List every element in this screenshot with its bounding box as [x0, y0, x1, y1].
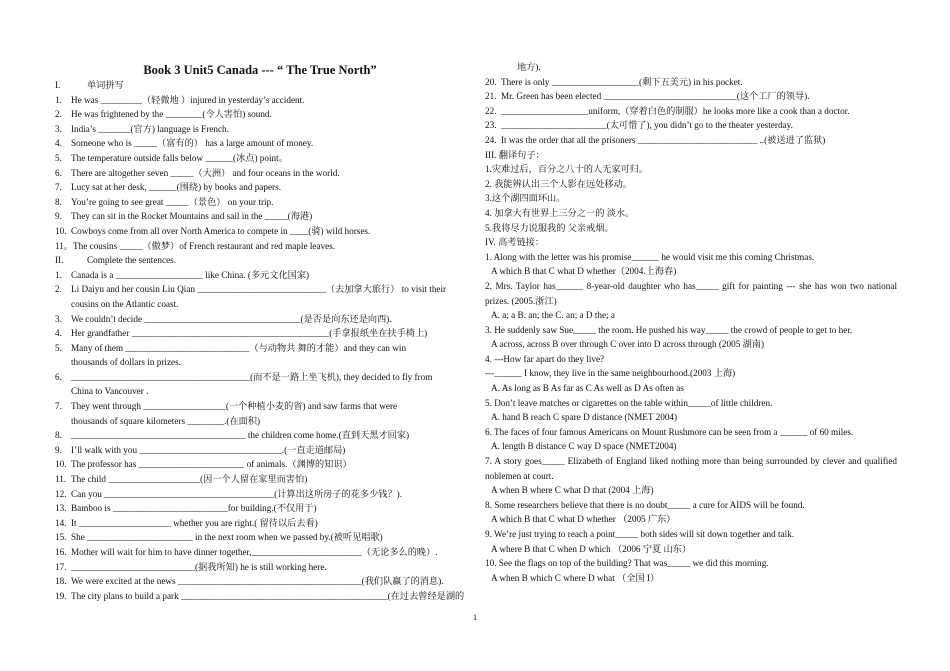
- item-text: The professor has _______________________ of animals.（渊博的知识）: [71, 459, 352, 470]
- item-text: They went through __________________(一个种植小麦的省) and saw farms that were: [71, 401, 398, 412]
- exercise-item: [55, 180, 465, 195]
- item-number: 13.: [55, 503, 67, 514]
- right-column: [485, 0, 897, 585]
- item-number: 8.: [55, 430, 62, 441]
- exercise-item: [55, 487, 465, 502]
- exercise-item: [55, 195, 465, 210]
- spacer: [55, 414, 71, 429]
- item-text: The cousins _____（傲梦）of French restaurant and red maple leaves.: [73, 240, 336, 251]
- translation-item: 4. 加拿大有世界上三分之一的 淡水。: [485, 207, 635, 218]
- exercise-item: [55, 428, 465, 443]
- question-text-2: ---______ I know, they live in the same neighbourhood.(2003 上海): [485, 368, 736, 379]
- exercise-item: [55, 107, 465, 122]
- translation-item: 1.灾难过后，百分之八十的人无家可归。: [485, 164, 649, 175]
- item-number: 3.: [55, 123, 62, 134]
- exercise-item: [55, 399, 465, 414]
- item-text: Canada is a ___________________ like China. (多元文化国家): [71, 269, 310, 280]
- item-text: Can you _____________________________________(计算出这所房子的花多少钱？).: [71, 488, 402, 499]
- item-number: 9.: [55, 444, 62, 455]
- item-number: 18.: [55, 576, 67, 587]
- item-continuation: [55, 355, 465, 370]
- exercise-item: [55, 530, 465, 545]
- answer-options: A across, across B over through C over into D across through (2005 湖南): [491, 339, 765, 350]
- exercise-item: [55, 574, 465, 589]
- answer-options: A when B which C where D what （全国 I）: [491, 572, 660, 583]
- exercise-item: [55, 545, 465, 560]
- item-text: He was _________（轻微地 ）injured in yesterday’s accident.: [71, 94, 305, 105]
- spacer: [55, 297, 71, 312]
- exercise-item: [485, 104, 897, 119]
- section-title: Complete the sentences.: [87, 255, 177, 266]
- item-number: 1.: [55, 94, 62, 105]
- exercise-item: [485, 118, 897, 133]
- item-number: 5.: [55, 152, 62, 163]
- item-text: Li Daiyu and her cousin Liu Qian ____________________________（去加拿大旅行） to visit their: [71, 284, 447, 295]
- item-number: 20.: [485, 76, 497, 87]
- item-continuation: [55, 414, 465, 429]
- item-continuation: [55, 297, 465, 312]
- item-text: ___________________uniform,（穿着白色的制服）he looks more like a cook than a doctor.: [501, 105, 850, 116]
- item-text: We couldn’t decide __________________________________(是否是向东还是向西).: [71, 313, 392, 324]
- section-1-heading: [55, 78, 465, 93]
- item-continuation-text: thousands of square kilometers ________.(在面积): [71, 415, 261, 426]
- exercise-item: [55, 282, 465, 297]
- exercise-item: [55, 516, 465, 531]
- page-number: 1: [472, 612, 478, 622]
- item-text: I’ll walk with you _______________________________.(一直走道邮局): [71, 444, 346, 455]
- item-number: 3.: [55, 313, 62, 324]
- exercise-item: [55, 589, 465, 604]
- item-continuation-text: China to Vancouver .: [71, 386, 149, 397]
- exercise-item: [55, 560, 465, 575]
- question-text: 8. Some researchers believe that there is no doubt_____ a cure for AIDS will be found.: [485, 499, 805, 510]
- translation-item: 5.我将尽力说服我的 父亲戒烟。: [485, 222, 614, 233]
- item-number: 11.: [55, 474, 67, 485]
- exercise-item: [55, 472, 465, 487]
- item-number: 7.: [55, 401, 62, 412]
- exercise-item: [55, 501, 465, 516]
- exercise-item: [55, 209, 465, 224]
- item-number: 2.: [55, 284, 62, 295]
- exercise-item: [55, 151, 465, 166]
- item-text: Someone who is _____（富有的） has a large amount of money.: [71, 138, 314, 149]
- item-number: 4.: [55, 328, 62, 339]
- item-number: 8.: [55, 196, 62, 207]
- item-number: 5.: [55, 342, 62, 353]
- page-title: Book 3 Unit5 Canada --- “ The True North”: [143, 63, 377, 77]
- section-title: 单词拼写: [87, 80, 124, 90]
- item-text: India’s _______(官方) language is French.: [71, 123, 229, 134]
- item-number: 10.: [55, 459, 67, 470]
- answer-options: A. As long as B As far as C As well as D As often as: [491, 383, 684, 394]
- question-text: 9. We’re just trying to reach a point_____ both sides will sit down together and talk.: [485, 529, 795, 539]
- item-number: 9.: [55, 211, 62, 222]
- continued-line: [485, 60, 897, 75]
- item-text: Mother will wait for him to have dinner together,________________________（无论多么的晚）.: [71, 547, 438, 557]
- exercise-item: [55, 93, 465, 108]
- exercise-item: [55, 136, 465, 151]
- item-text: Bamboo is _________________________for building.(不仅用于): [71, 503, 317, 514]
- exercise-item: [55, 326, 465, 341]
- item-number: 16.: [55, 547, 67, 557]
- continued-text: 地方).: [517, 62, 541, 72]
- item-number: 12.: [55, 488, 67, 499]
- exercise-item: [55, 312, 465, 327]
- question-text: 2. Mrs. Taylor has______ 8-year-old daughter who has_____ gift for painting --- she has won two national prizes. (2005.浙江): [485, 280, 897, 306]
- exercise-item: [55, 224, 465, 239]
- item-text: Mr. Green has been elected _____________________________(这个工厂的领导).: [501, 91, 810, 102]
- answer-options: A where B that C when D which （2006 宁夏 山东）: [491, 543, 692, 554]
- item-text: She _______________________ in the next room when we passed by.(被听见唱歌): [71, 532, 383, 543]
- question-text: 7. A story goes_____ Elizabeth of England liked nothing more than being surrounded by clever and qualified noblemen at court.: [485, 456, 897, 481]
- item-number: 2.: [55, 109, 62, 120]
- question-text: 3. He suddenly saw Sue_____ the room. He pushed his way_____ the crowd of people to get to her.: [485, 324, 853, 335]
- item-number: 6.: [55, 167, 62, 178]
- translation-item: 2. 我能辨认出三个人影在远处移动。: [485, 178, 632, 189]
- item-continuation: [55, 384, 465, 399]
- item-number: 10.: [55, 225, 67, 236]
- item-text: There is only ___________________(剩下五美元) in his pocket.: [501, 76, 743, 87]
- spacer: [55, 384, 71, 399]
- item-number: 15.: [55, 532, 67, 543]
- item-text: ___________________________(据我所知) he is still working here.: [71, 561, 327, 572]
- answer-options: A. hand B reach C spare D distance (NMET 2004): [491, 412, 678, 423]
- item-text: Her grandfather ___________________________________________(手拿报纸坐在扶手椅上): [71, 328, 428, 339]
- item-number: 24.: [485, 134, 497, 145]
- question-text: 1. Along with the letter was his promise______ he would visit me this coming Christmas.: [485, 251, 815, 262]
- item-number: 7.: [55, 182, 62, 193]
- item-text: _______________________________________(而不是一路上坐飞机), they decided to fly from: [71, 371, 433, 382]
- item-number: 19.: [55, 590, 67, 601]
- exercise-item: [485, 133, 897, 148]
- exercise-item: [55, 341, 465, 356]
- item-continuation-text: thousands of dollars in prizes.: [71, 357, 181, 368]
- item-text: The temperature outside falls below ______(冰点) point。: [71, 152, 288, 163]
- item-text: You’re going to see great _____（景色） on your trip.: [71, 196, 274, 207]
- answer-options: A which B that C what D whether（2004.上海春): [491, 266, 677, 277]
- item-number: 6.: [55, 371, 62, 382]
- exercise-item: [55, 370, 465, 385]
- translation-item: 3.这个湖四面环山。: [485, 193, 566, 204]
- item-text: ______________________________________ the children come home.(直到天黑才回家): [71, 430, 410, 441]
- answer-options: A when B where C what D that (2004 上海): [491, 485, 654, 496]
- item-text: It ____________________ whether you are right.( 留待以后去看): [71, 517, 318, 528]
- item-text: It was the order that all the prisoners __________________________ ..(被送进了监狱): [501, 134, 826, 145]
- exercise-item: [55, 268, 465, 283]
- question-text: 10. See the flags on top of the building? That was_____ we did this morning.: [485, 558, 769, 569]
- item-number: 22.: [485, 105, 497, 116]
- answer-options: A. length B distance C way D space (NMET2004): [491, 441, 677, 452]
- item-text: They can sit in the Rocket Mountains and sail in the _____(海港): [71, 211, 313, 222]
- section-2-heading: [55, 253, 465, 268]
- answer-options: A. a; a B. an; the C. an; a D the; a: [491, 310, 615, 321]
- left-column: [55, 0, 465, 603]
- exercise-item: [55, 166, 465, 181]
- item-text: Lucy sat at her desk, ______(围绕) by books and papers.: [71, 182, 281, 193]
- question-text: 6. The faces of four famous Americans on Mount Rushmore can be seen from a ______ of 60 miles.: [485, 426, 854, 437]
- item-number: 11。: [55, 240, 74, 251]
- item-continuation-text: cousins on the Atlantic coast.: [71, 298, 179, 309]
- question-text: 4. ---How far apart do they live?: [485, 353, 605, 364]
- item-text: He was frightened by the ________(令人害怕) sound.: [71, 109, 272, 120]
- exercise-item: [55, 239, 465, 254]
- item-text: _______________________(太可惜了), you didn’t go to the theater yesterday.: [501, 120, 793, 131]
- exercise-item: [485, 89, 897, 104]
- exercise-item: [55, 457, 465, 472]
- section-number: I.: [55, 80, 61, 90]
- question-text: 5. Don’t leave matches or cigarettes on the table within_____of little children.: [485, 397, 773, 408]
- item-number: 1.: [55, 269, 62, 280]
- item-text: We were excited at the news ________________________________________(我们队赢了的消息).: [71, 576, 444, 587]
- item-number: 21.: [485, 91, 497, 102]
- item-text: Many of them ___________________________（与动物共 舞的才能）and they can win: [71, 342, 407, 353]
- item-text: The city plans to build a park _____________________________________________(在过去曾经是湖的: [71, 590, 465, 601]
- exercise-item: [55, 443, 465, 458]
- item-text: The child ____________________(因一个人留在家里而害怕): [71, 474, 308, 485]
- answer-options: A which B that C what D whether （2005 广东）: [491, 514, 676, 525]
- exercise-item: [485, 75, 897, 90]
- item-number: 23.: [485, 120, 497, 131]
- spacer: [55, 355, 71, 370]
- section-number: II.: [55, 255, 64, 266]
- exercise-item: [55, 122, 465, 137]
- item-text: There are altogether seven _____（大洲） and four oceans in the world.: [71, 167, 340, 178]
- section-4-heading: IV. 高考链接：: [485, 237, 545, 248]
- item-number: 14.: [55, 517, 67, 528]
- item-number: 4.: [55, 138, 62, 149]
- item-number: 17.: [55, 561, 67, 572]
- item-text: Cowboys come from all over North America to compete in ____(骑) wild horses.: [71, 225, 371, 236]
- section-3-heading: III. 翻译句子：: [485, 149, 545, 160]
